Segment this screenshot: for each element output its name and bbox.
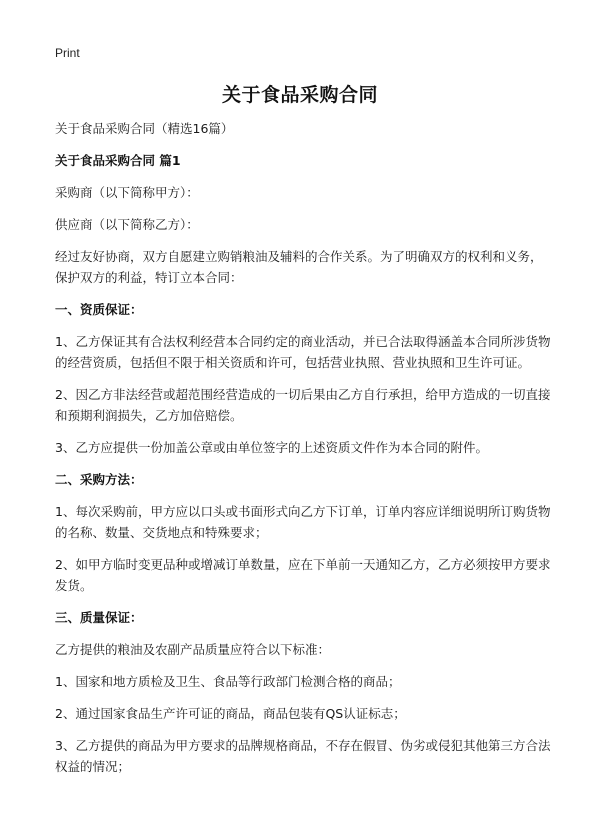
section-heading-procurement: 二、采购方法： xyxy=(55,472,143,487)
clause-paragraph: 2、因乙方非法经营或超范围经营造成的一切后果由乙方自行承担，给甲方造成的一切直接和预期利润损失，乙方加倍赔偿。 xyxy=(55,387,551,423)
clause-paragraph: 1、乙方保证其有合法权利经营本合同约定的商业活动，并已合法取得涵盖本合同所涉货物的经营资质，包括但不限于相关资质和许可，包括营业执照、营业执照和卫生许可证。 xyxy=(55,334,551,370)
section-heading-qualification: 一、资质保证： xyxy=(55,302,143,317)
clause-paragraph: 3、乙方应提供一份加盖公章或由单位签字的上述资质文件作为本合同的附件。 xyxy=(55,440,488,455)
document-title: 关于食品采购合同 xyxy=(221,84,378,106)
print-link[interactable]: Print xyxy=(55,46,80,60)
document-subtitle: 关于食品采购合同（精选16篇） xyxy=(55,121,234,136)
article-heading: 关于食品采购合同 篇1 xyxy=(55,153,181,168)
clause-paragraph: 1、国家和地方质检及卫生、食品等行政部门检测合格的商品； xyxy=(55,674,401,689)
document-body xyxy=(55,118,553,788)
preamble-paragraph: 经过友好协商，双方自愿建立购销粮油及辅料的合作关系。为了明确双方的权利和义务，保护双方的利益，特订立本合同： xyxy=(55,249,543,285)
clause-paragraph: 2、通过国家食品生产许可证的商品，商品包装有QS认证标志； xyxy=(55,706,406,721)
supplier-line: 供应商（以下简称乙方）： xyxy=(55,217,199,232)
clause-paragraph: 3、乙方提供的商品为甲方要求的品牌规格商品，不存在假冒、伪劣或侵犯其他第三方合法权益的情况； xyxy=(55,738,551,774)
buyer-line: 采购商（以下简称甲方）： xyxy=(55,185,199,200)
clause-paragraph: 2、如甲方临时变更品种或增减订单数量，应在下单前一天通知乙方，乙方必须按甲方要求发货。 xyxy=(55,557,551,593)
clause-paragraph: 1、每次采购前，甲方应以口头或书面形式向乙方下订单，订单内容应详细说明所订购货物的名称、数量、交货地点和特殊要求； xyxy=(55,504,551,540)
clause-paragraph: 乙方提供的粮油及农副产品质量应符合以下标准： xyxy=(55,642,331,657)
section-heading-quality: 三、质量保证： xyxy=(55,610,143,625)
